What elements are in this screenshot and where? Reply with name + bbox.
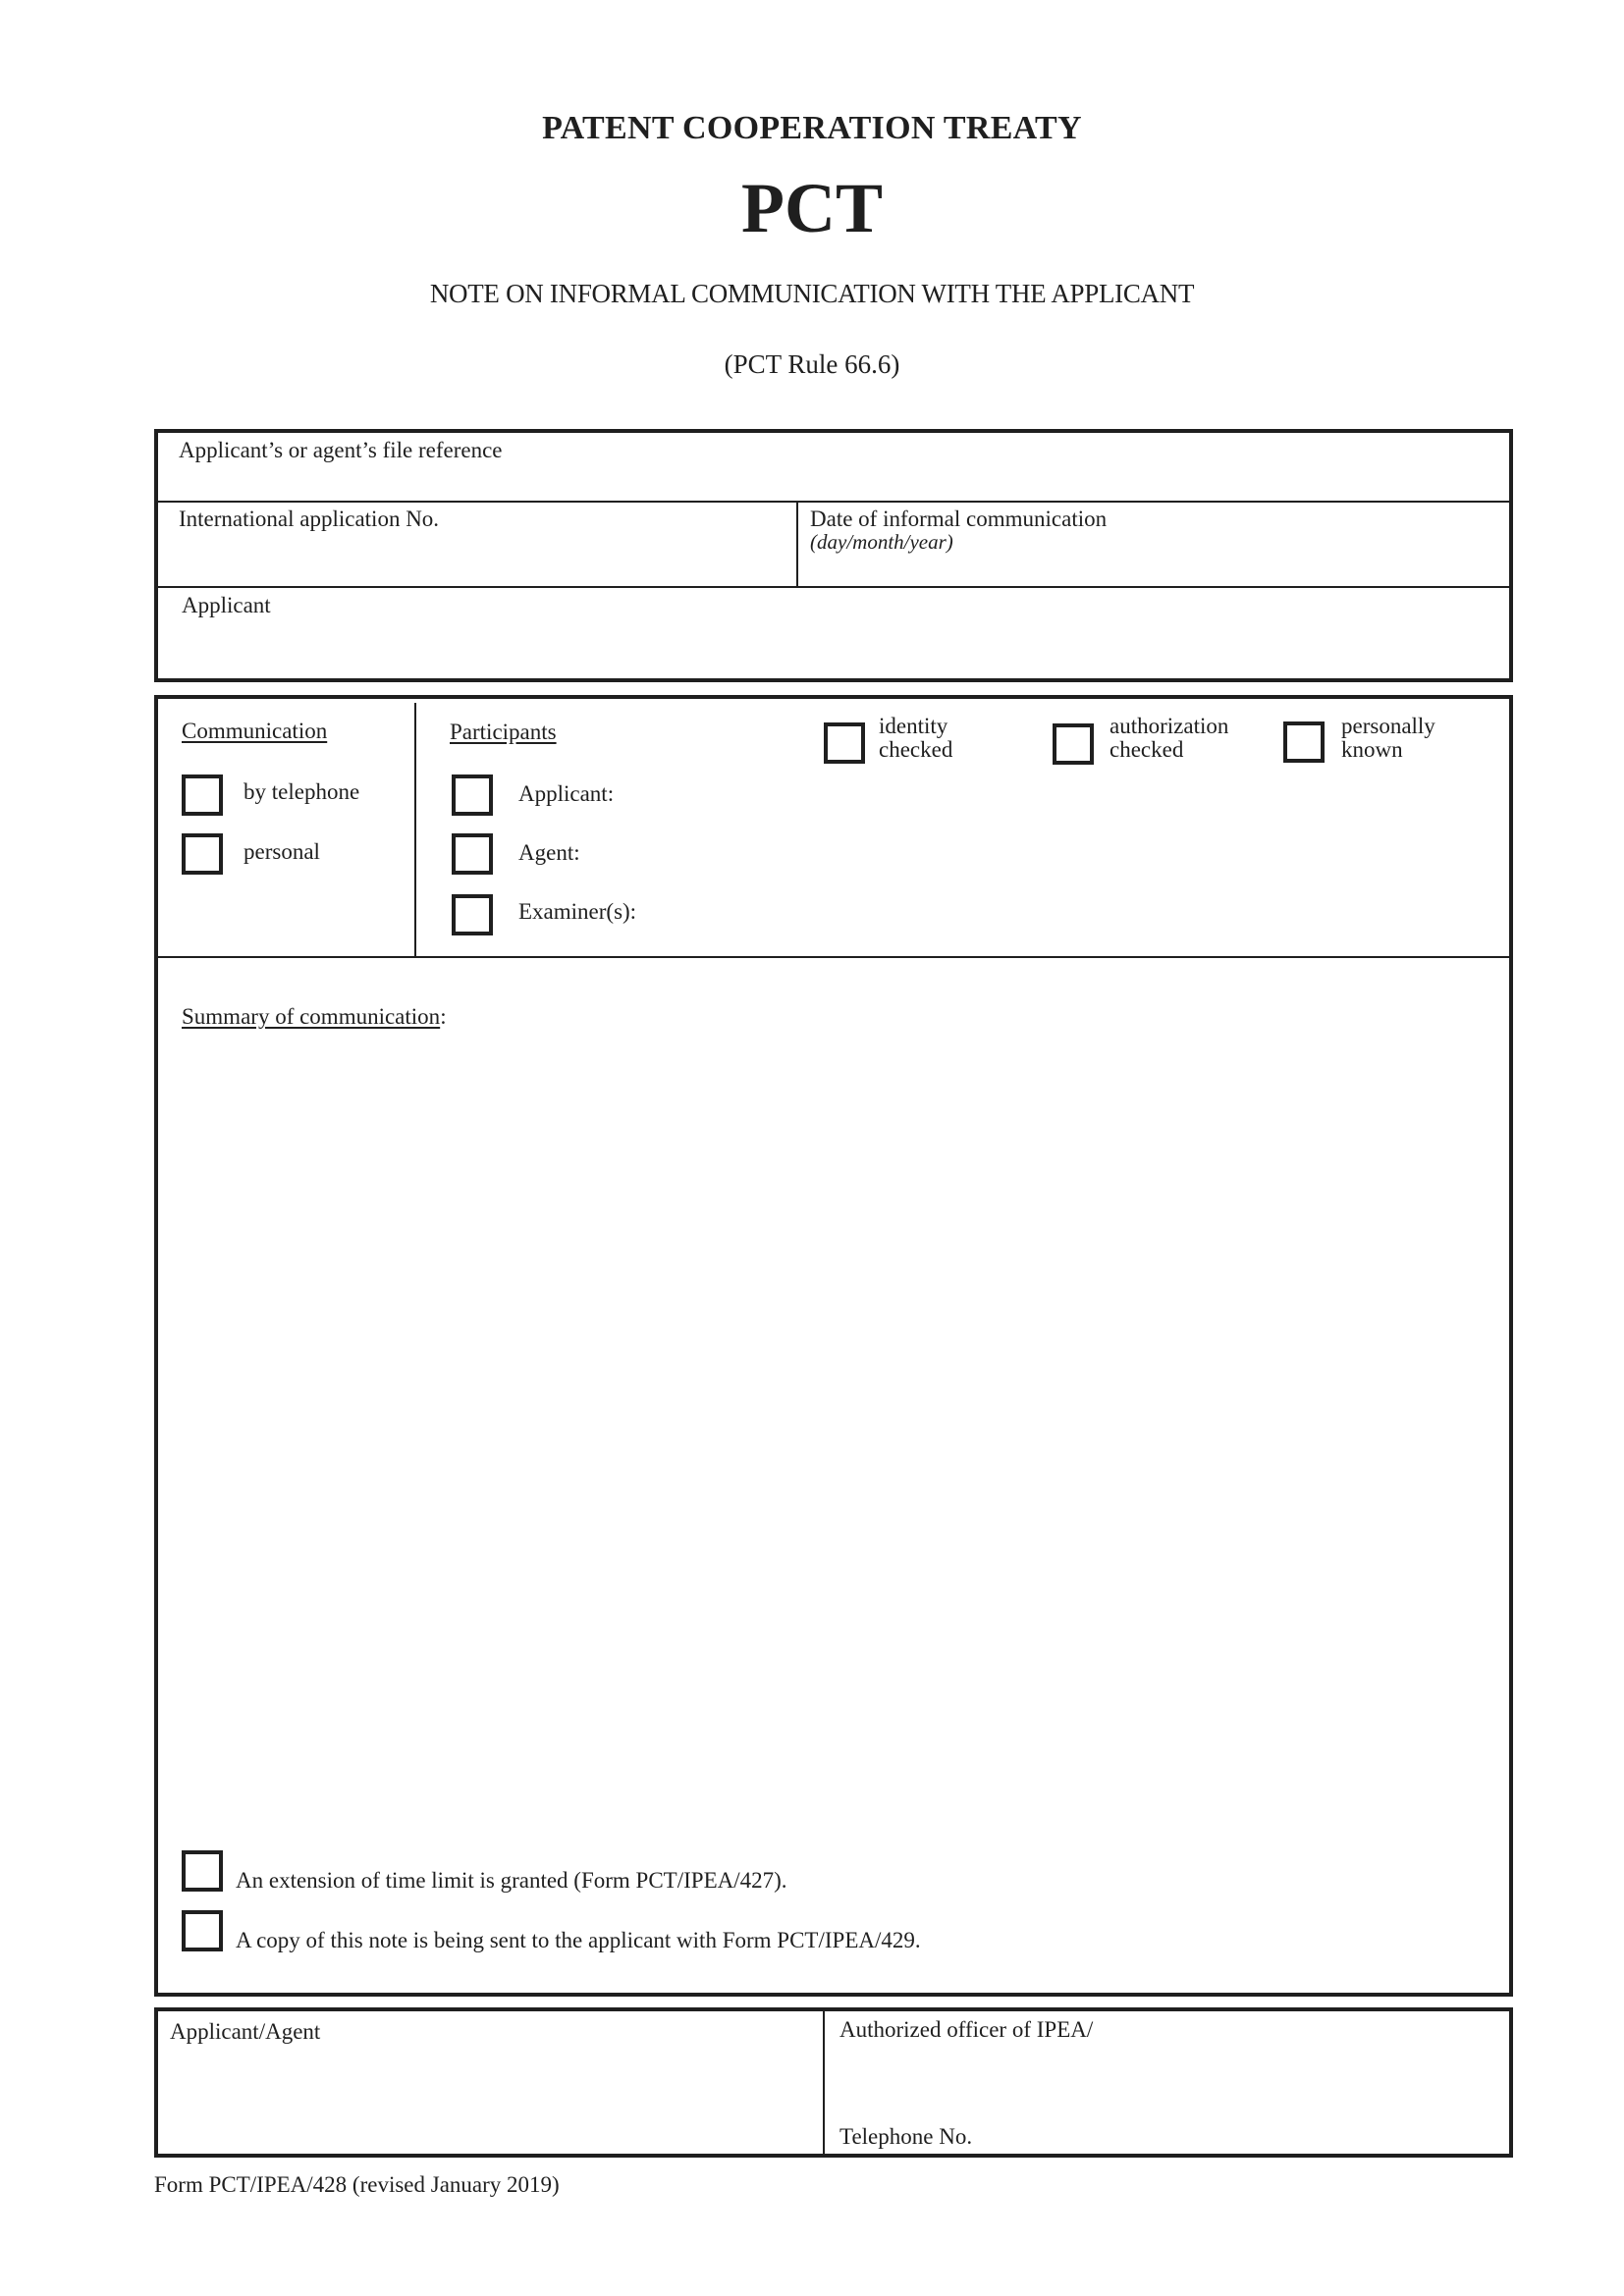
by-telephone-label: by telephone bbox=[244, 779, 360, 804]
personal-checkbox[interactable] bbox=[182, 833, 223, 875]
extension-granted-checkbox[interactable] bbox=[182, 1850, 223, 1892]
participant-examiner-checkbox[interactable] bbox=[452, 894, 493, 935]
identity-checked-label: identity checked bbox=[879, 714, 953, 762]
extension-granted-label: An extension of time limit is granted (Form PCT/IPEA/427). bbox=[236, 1868, 787, 1893]
by-telephone-checkbox[interactable] bbox=[182, 774, 223, 816]
international-application-label: International application No. bbox=[179, 507, 440, 531]
applicant-agent-label: Applicant/Agent bbox=[170, 2019, 321, 2044]
date-label: Date of informal communication bbox=[810, 507, 1108, 531]
communication-heading: Communication bbox=[182, 719, 328, 743]
authorization-checked-checkbox[interactable] bbox=[1053, 723, 1094, 765]
applicant-label: Applicant bbox=[182, 593, 271, 617]
copy-sent-label: A copy of this note is being sent to the applicant with Form PCT/IPEA/429. bbox=[236, 1928, 921, 1952]
international-application-field[interactable] bbox=[158, 503, 796, 586]
participant-agent-checkbox[interactable] bbox=[452, 833, 493, 875]
participant-examiner-label: Examiner(s): bbox=[518, 899, 637, 924]
date-field[interactable] bbox=[798, 503, 1509, 586]
pct-acronym: PCT bbox=[741, 169, 883, 247]
date-format-hint: (day/month/year) bbox=[810, 530, 953, 554]
personal-label: personal bbox=[244, 839, 320, 864]
participants-heading: Participants bbox=[450, 720, 557, 744]
participant-agent-label: Agent: bbox=[518, 840, 580, 865]
participant-applicant-checkbox[interactable] bbox=[452, 774, 493, 816]
file-reference-label: Applicant’s or agent’s file reference bbox=[179, 438, 503, 462]
form-title: NOTE ON INFORMAL COMMUNICATION WITH THE APPLICANT bbox=[429, 279, 1195, 308]
copy-sent-checkbox[interactable] bbox=[182, 1910, 223, 1951]
authorized-officer-label: Authorized officer of IPEA/ bbox=[839, 2017, 1094, 2042]
applicant-agent-signature-field[interactable] bbox=[158, 2011, 823, 2154]
divider bbox=[414, 703, 416, 957]
telephone-label: Telephone No. bbox=[839, 2124, 973, 2149]
applicant-field[interactable] bbox=[158, 588, 1509, 678]
personally-known-label: personally known bbox=[1341, 714, 1435, 762]
personally-known-checkbox[interactable] bbox=[1283, 721, 1325, 763]
treaty-title: PATENT COOPERATION TREATY bbox=[542, 110, 1082, 146]
file-reference-field[interactable] bbox=[158, 433, 1509, 501]
summary-heading: Summary of communication: bbox=[182, 1004, 447, 1029]
rule-reference: (PCT Rule 66.6) bbox=[724, 349, 900, 379]
summary-text-area[interactable] bbox=[182, 1041, 1488, 1836]
authorization-checked-label: authorization checked bbox=[1110, 714, 1229, 762]
authorized-officer-field[interactable] bbox=[825, 2011, 1509, 2154]
identity-checked-checkbox[interactable] bbox=[824, 722, 865, 764]
participant-applicant-label: Applicant: bbox=[518, 781, 615, 806]
divider bbox=[156, 956, 1511, 958]
form-identifier: Form PCT/IPEA/428 (revised January 2019) bbox=[154, 2172, 560, 2197]
